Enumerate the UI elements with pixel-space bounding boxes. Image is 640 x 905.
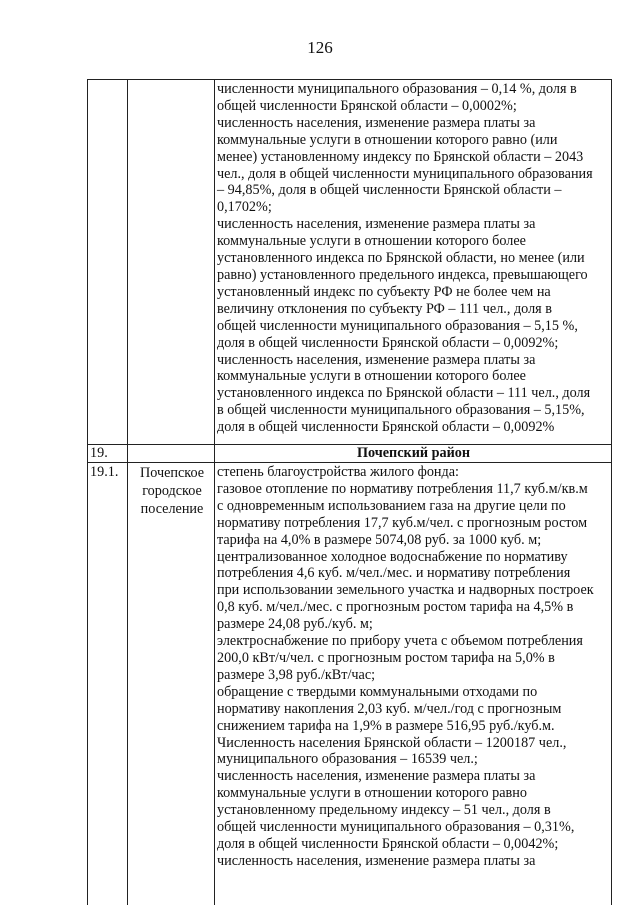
text-line: численность населения, изменение размера платы за bbox=[217, 216, 536, 233]
text-line: численность населения, изменение размера платы за bbox=[217, 852, 536, 869]
text-line: при использовании земельного участка и надворных построек bbox=[217, 582, 594, 599]
text-line: установленный индекс по субъекту РФ не более чем на bbox=[217, 283, 551, 300]
settlement-name-line: поселение bbox=[140, 501, 204, 517]
text-line: централизованное холодное водоснабжение по нормативу bbox=[217, 548, 568, 565]
text-line: – 94,85%, доля в общей численности Брянской области – bbox=[217, 182, 562, 199]
text-line: 0,8 куб. м/чел./мес. с прогнозным ростом тарифа на 4,5% в bbox=[217, 599, 574, 616]
text-line: размере 3,98 руб./кВт/час; bbox=[217, 666, 376, 683]
row-divider-2 bbox=[87, 462, 612, 463]
text-line: доля в общей численности Брянской области – 0,0092% bbox=[217, 419, 555, 436]
text-line: 200,0 кВт/ч/чел. с прогнозным ростом тарифа на 5,0% в bbox=[217, 649, 555, 666]
table-border-left bbox=[87, 79, 88, 905]
text-line: в общей численности муниципального образования – 5,15%, bbox=[217, 402, 585, 419]
text-line: газовое отопление по нормативу потребления 11,7 куб.м/кв.м bbox=[217, 480, 588, 497]
text-line: доля в общей численности Брянской области – 0,0092%; bbox=[217, 334, 559, 351]
text-line: величину отклонения по субъекту РФ – 111 чел., доля в bbox=[217, 300, 552, 317]
text-line: установленному предельному индексу – 51 чел., доля в bbox=[217, 802, 551, 819]
text-line: численность населения, изменение размера платы за bbox=[217, 768, 536, 785]
table-border-right bbox=[611, 79, 612, 905]
page-number: 126 bbox=[307, 38, 333, 57]
text-line: коммунальные услуги в отношении которого более bbox=[217, 368, 526, 385]
text-line: коммунальные услуги в отношении которого равно bbox=[217, 785, 527, 802]
column-divider-1 bbox=[127, 79, 128, 905]
text-line: общей численности муниципального образования – 0,31%, bbox=[217, 819, 575, 836]
text-line: потребления 4,6 куб. м/чел./мес. и нормативу потребления bbox=[217, 565, 571, 582]
text-line: доля в общей численности Брянской области – 0,0042%; bbox=[217, 835, 559, 852]
text-line: равно) установленного предельного индекса, превышающего bbox=[217, 266, 588, 283]
text-line: менее) установленному индексу по Брянской области – 2043 bbox=[217, 148, 584, 165]
text-line: общей численности муниципального образования – 5,15 %, bbox=[217, 317, 578, 334]
district-title: Почепский район bbox=[356, 445, 471, 461]
table-border-top bbox=[87, 79, 612, 80]
text-line: коммунальные услуги в отношении которого более bbox=[217, 233, 526, 250]
text-line: установленного индекса по Брянской области – 111 чел., доля bbox=[217, 385, 591, 402]
text-line: нормативу потребления 17,7 куб.м/чел. с прогнозным ростом bbox=[217, 514, 588, 531]
text-line: численность населения, изменение размера платы за bbox=[217, 114, 536, 131]
text-line: Численность населения Брянской области – 1200187 чел., bbox=[217, 734, 567, 751]
text-line: снижением тарифа на 1,9% в размере 516,95 руб./куб.м. bbox=[217, 717, 555, 734]
text-line: размере 24,08 руб./куб. м; bbox=[217, 616, 373, 633]
data-table bbox=[87, 79, 612, 905]
text-line: электроснабжение по прибору учета с объемом потребления bbox=[217, 633, 583, 650]
column-divider-2 bbox=[214, 79, 215, 905]
text-line: установленного индекса по Брянской области, но менее (или bbox=[217, 250, 585, 267]
text-line: чел., доля в общей численности муниципального образования bbox=[217, 165, 593, 182]
text-line: степень благоустройства жилого фонда: bbox=[217, 464, 459, 480]
text-line: 0,1702%; bbox=[217, 199, 272, 216]
text-line: численности муниципального образования – 0,14 %, доля в bbox=[217, 81, 577, 97]
text-line: нормативу накопления 2,03 куб. м/чел./год с прогнозным bbox=[217, 700, 562, 717]
settlement-name bbox=[130, 464, 214, 518]
settlement-name-line: городское bbox=[142, 483, 202, 499]
text-line: муниципального образования – 16539 чел.; bbox=[217, 751, 478, 768]
settlement-name-line: Почепское bbox=[139, 465, 205, 481]
settlement-number: 19.1. bbox=[90, 464, 119, 480]
text-line: коммунальные услуги в отношении которого равно (или bbox=[217, 131, 558, 148]
text-line: обращение с твердыми коммунальными отходами по bbox=[217, 683, 538, 700]
district-number: 19. bbox=[90, 445, 108, 461]
text-line: с одновременным использованием газа на другие цели по bbox=[217, 497, 566, 514]
text-line: тарифа на 4,0% в размере 5074,08 руб. за 1000 куб. м; bbox=[217, 531, 542, 548]
continuation-text bbox=[217, 81, 610, 436]
settlement-text bbox=[217, 464, 610, 870]
text-line: общей численности Брянской области – 0,0002%; bbox=[217, 97, 517, 114]
text-line: численность населения, изменение размера платы за bbox=[217, 351, 536, 368]
